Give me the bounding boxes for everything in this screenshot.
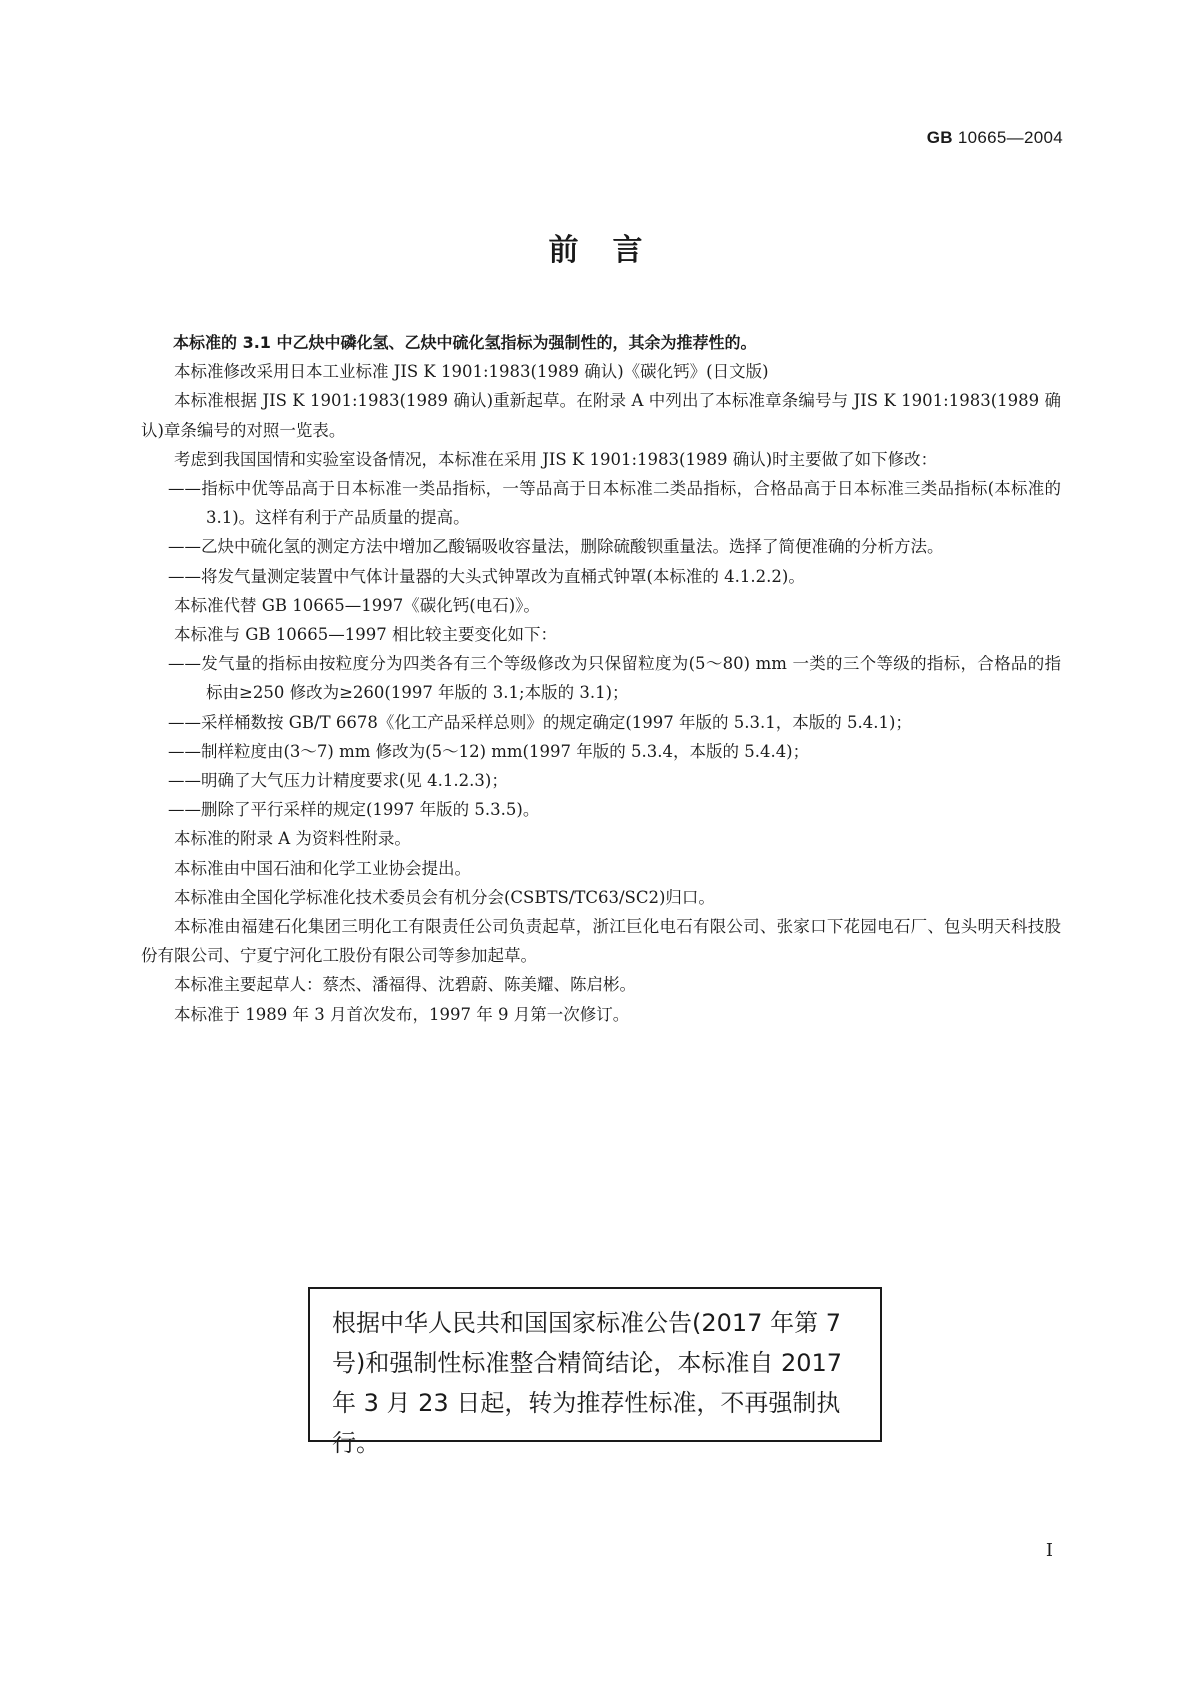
notice-box: 根据中华人民共和国国家标准公告(2017 年第 7 号)和强制性标准整合精简结论，本标准自 2017 年 3 月 23 日起，转为推荐性标准，不再强制执行。 bbox=[308, 1287, 882, 1442]
paragraph: 本标准修改采用日本工业标准 JIS K 1901:1983(1989 确认)《碳化钙》(日文版) bbox=[174, 362, 769, 382]
mandatory-statement: 本标准的 3.1 中乙炔中磷化氢、乙炔中硫化氢指标为强制性的，其余为推荐性的。 bbox=[173, 333, 757, 352]
paragraph: 本标准由全国化学标准化技术委员会有机分会(CSBTS/TC63/SC2)归口。 bbox=[174, 887, 715, 907]
page-number: I bbox=[1045, 1540, 1053, 1561]
paragraph: 本标准由中国石油和化学工业协会提出。 bbox=[174, 858, 471, 878]
paragraph: 本标准与 GB 10665—1997 相比较主要变化如下： bbox=[174, 625, 558, 645]
dash-list-item: ——将发气量测定装置中气体计量器的大头式钟罩改为直桶式钟罩(本标准的 4.1.2.2)。 bbox=[168, 566, 805, 586]
dash-list-item: ——制样粒度由(3～7) mm 修改为(5～12) mm(1997 年版的 5.3.4，本版的 5.4.4)； bbox=[168, 741, 810, 761]
paragraph: 本标准主要起草人：蔡杰、潘福得、沈碧蔚、陈美耀、陈启彬。 bbox=[174, 975, 636, 995]
dash-list-item: ——发气量的指标由按粒度分为四类各有三个等级修改为只保留粒度为(5～80) mm 一类的三个等级的指标，合格品的指标由≥250 修改为≥260(1997 年版的 3.1;本版的 3.1)； bbox=[168, 654, 1061, 703]
paragraph: 考虑到我国国情和实验室设备情况，本标准在采用 JIS K 1901:1983(1989 确认)时主要做了如下修改： bbox=[174, 449, 938, 469]
paragraph: 本标准由福建石化集团三明化工有限责任公司负责起草，浙江巨化电石有限公司、张家口下花园电石厂、包头明天科技股份有限公司、宁夏宁河化工股份有限公司等参加起草。 bbox=[141, 917, 1061, 966]
standard-code bbox=[927, 128, 1063, 148]
paragraph: 本标准根据 JIS K 1901:1983(1989 确认)重新起草。在附录 A 中列出了本标准章条编号与 JIS K 1901:1983(1989 确认)章条编号的对照一览表。 bbox=[141, 391, 1061, 440]
dash-list-item: ——乙炔中硫化氢的测定方法中增加乙酸镉吸收容量法，删除硫酸钡重量法。选择了简便准确的分析方法。 bbox=[168, 537, 944, 557]
foreword-body bbox=[141, 328, 1061, 1029]
paragraph: 本标准代替 GB 10665—1997《碳化钙(电石)》。 bbox=[174, 595, 540, 615]
dash-list-item: ——指标中优等品高于日本标准一类品指标，一等品高于日本标准二类品指标，合格品高于日本标准三类品指标(本标准的 3.1)。这样有利于产品质量的提高。 bbox=[168, 479, 1061, 528]
standard-code-number: 10665—2004 bbox=[957, 128, 1063, 147]
dash-list-item: ——采样桶数按 GB/T 6678《化工产品采样总则》的规定确定(1997 年版的 5.3.1，本版的 5.4.1)； bbox=[168, 712, 912, 732]
dash-list-item: ——删除了平行采样的规定(1997 年版的 5.3.5)。 bbox=[168, 800, 540, 820]
standard-code-prefix: GB bbox=[926, 128, 953, 147]
dash-list-item: ——明确了大气压力计精度要求(见 4.1.2.3)； bbox=[168, 771, 508, 791]
paragraph: 本标准于 1989 年 3 月首次发布，1997 年 9 月第一次修订。 bbox=[174, 1004, 630, 1024]
page-title: 前言 bbox=[548, 233, 677, 268]
paragraph: 本标准的附录 A 为资料性附录。 bbox=[174, 829, 411, 849]
